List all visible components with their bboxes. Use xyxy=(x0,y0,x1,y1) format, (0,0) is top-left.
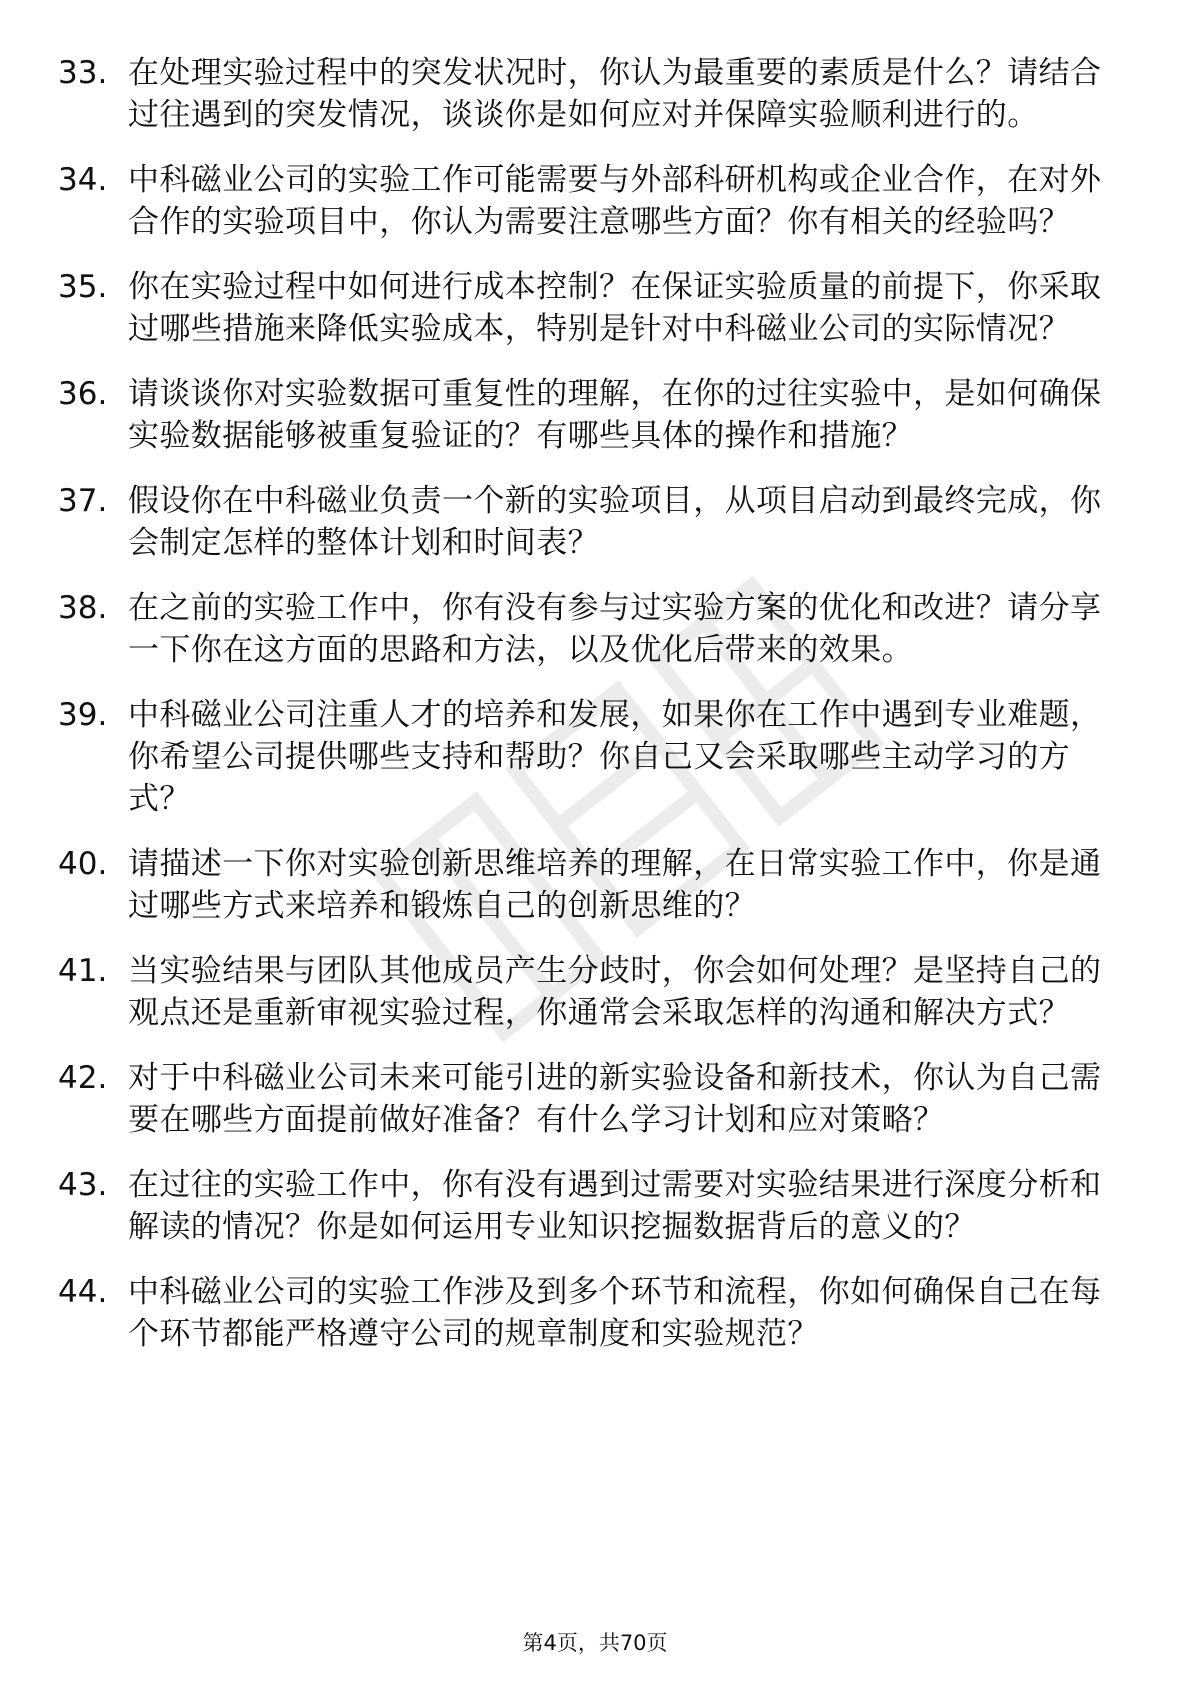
question-number: 42. xyxy=(58,1060,108,1096)
question-item xyxy=(58,1164,1118,1248)
question-item xyxy=(58,52,1118,136)
question-number: 35. xyxy=(58,269,108,305)
question-number: 40. xyxy=(58,846,108,882)
question-number: 39. xyxy=(58,697,108,733)
question-item xyxy=(58,843,1118,927)
question-text: 在过往的实验工作中，你有没有遇到过需要对实验结果进行深度分析和解读的情况？你是如何运用专业知识挖掘数据背后的意义的？ xyxy=(128,1167,1102,1245)
question-text: 请谈谈你对实验数据可重复性的理解，在你的过往实验中，是如何确保实验数据能够被重复验证的？有哪些具体的操作和措施？ xyxy=(128,376,1102,454)
page-number: 第4页，共70页 xyxy=(522,1631,668,1655)
question-number: 38. xyxy=(58,590,108,626)
question-item xyxy=(58,1057,1118,1141)
question-number: 43. xyxy=(58,1167,108,1203)
question-text: 中科磁业公司注重人才的培养和发展，如果你在工作中遇到专业难题，你希望公司提供哪些支持和帮助？你自己又会采取哪些主动学习的方式？ xyxy=(128,697,1102,817)
question-item xyxy=(58,950,1118,1034)
question-text: 中科磁业公司的实验工作可能需要与外部科研机构或企业合作，在对外合作的实验项目中，你认为需要注意哪些方面？你有相关的经验吗？ xyxy=(128,162,1102,240)
question-item xyxy=(58,159,1118,243)
question-text: 你在实验过程中如何进行成本控制？在保证实验质量的前提下，你采取过哪些措施来降低实验成本，特别是针对中科磁业公司的实际情况？ xyxy=(128,269,1102,347)
question-number: 37. xyxy=(58,483,108,519)
question-list xyxy=(58,52,1118,1378)
question-number: 34. xyxy=(58,162,108,198)
question-item xyxy=(58,694,1118,820)
question-item xyxy=(58,480,1118,564)
question-text: 对于中科磁业公司未来可能引进的新实验设备和新技术，你认为自己需要在哪些方面提前做好准备？有什么学习计划和应对策略？ xyxy=(128,1060,1102,1138)
question-text: 在之前的实验工作中，你有没有参与过实验方案的优化和改进？请分享一下你在这方面的思路和方法，以及优化后带来的效果。 xyxy=(128,590,1102,668)
question-item xyxy=(58,1271,1118,1355)
page-footer xyxy=(0,1628,1190,1658)
question-number: 36. xyxy=(58,376,108,412)
question-item xyxy=(58,373,1118,457)
question-number: 41. xyxy=(58,953,108,989)
question-text: 在处理实验过程中的突发状况时，你认为最重要的素质是什么？请结合过往遇到的突发情况，谈谈你是如何应对并保障实验顺利进行的。 xyxy=(128,55,1102,133)
question-text: 当实验结果与团队其他成员产生分歧时，你会如何处理？是坚持自己的观点还是重新审视实验过程，你通常会采取怎样的沟通和解决方式？ xyxy=(128,953,1102,1031)
question-text: 中科磁业公司的实验工作涉及到多个环节和流程，你如何确保自己在每个环节都能严格遵守公司的规章制度和实验规范？ xyxy=(128,1274,1102,1352)
question-item xyxy=(58,266,1118,350)
question-text: 假设你在中科磁业负责一个新的实验项目，从项目启动到最终完成，你会制定怎样的整体计划和时间表？ xyxy=(128,483,1102,561)
question-item xyxy=(58,587,1118,671)
question-number: 33. xyxy=(58,55,108,91)
question-text: 请描述一下你对实验创新思维培养的理解，在日常实验工作中，你是通过哪些方式来培养和锻炼自己的创新思维的？ xyxy=(128,846,1102,924)
question-number: 44. xyxy=(58,1274,108,1310)
